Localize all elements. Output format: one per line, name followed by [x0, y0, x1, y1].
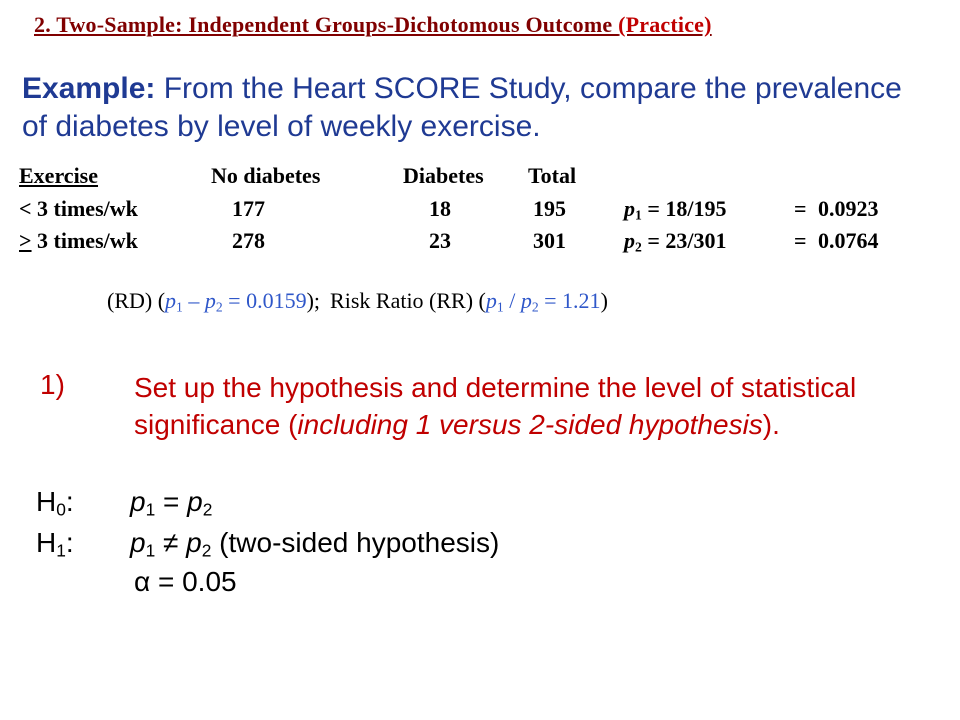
row1-diabetes: 18 [429, 196, 451, 221]
rr-value: = 1.21 [538, 288, 601, 313]
row2-equals: = [794, 228, 807, 253]
h1-operator: ≠ [155, 527, 187, 558]
h1-p1-subscript: 1 [145, 540, 156, 561]
row2-total: 301 [533, 228, 566, 253]
h1-subscript: 1 [56, 540, 66, 561]
rr-p2-symbol: p [520, 288, 532, 313]
row2-no-diabetes: 278 [232, 228, 265, 253]
title-main: 2. Two-Sample: Independent Groups-Dichotomous Outcome [34, 12, 619, 37]
h1-label [36, 527, 74, 559]
row1-equals: = [794, 196, 807, 221]
rd-p1-subscript: 1 [176, 299, 183, 315]
rr-expression [486, 288, 601, 313]
rr-p1-subscript: 1 [496, 299, 504, 315]
header-diabetes: Diabetes [403, 163, 484, 188]
rd-value: = 0.0159 [222, 288, 307, 313]
row2-exercise [19, 228, 138, 254]
example-text: From the Heart SCORE Study, compare the prevalence of diabetes by level of weekly exercise. [22, 72, 902, 143]
row1-exercise [19, 196, 138, 222]
rd-expression [165, 288, 307, 313]
h1-p2-subscript: 2 [201, 540, 212, 561]
row2-exercise-text: 3 times/wk [31, 228, 138, 253]
rr-p2-subscript: 2 [531, 299, 539, 315]
title-practice: (Practice) [618, 12, 712, 37]
example-lead: Example: [22, 72, 156, 105]
h1-colon: : [65, 527, 74, 558]
step-number: 1) [40, 369, 65, 400]
rd-p1-symbol: p [165, 288, 177, 313]
h0-p2-subscript: 2 [202, 499, 213, 520]
h0-letter: H [36, 486, 57, 517]
rr-open: Risk Ratio (RR) ( [330, 288, 486, 313]
h1-letter: H [36, 527, 57, 558]
h1-tail: (two-sided hypothesis) [211, 527, 500, 558]
row2-p-value: 0.0764 [818, 228, 879, 253]
row2-p-symbol: p [624, 228, 635, 253]
example-paragraph [22, 70, 932, 146]
h1-p1-symbol: p [130, 527, 146, 558]
row1-p-expression: = 18/195 [641, 196, 727, 221]
step-text-a: Set up the hypothesis and determine the level of statistical significance ( [134, 372, 857, 440]
rr-close: ) [600, 288, 608, 313]
h0-statement [130, 486, 212, 518]
row2-symbol: > [19, 228, 32, 253]
h0-p2-symbol: p [187, 486, 203, 517]
row1-p-value: 0.0923 [818, 196, 879, 221]
row1-exercise-text: 3 times/wk [31, 196, 138, 221]
header-total: Total [528, 163, 577, 188]
step-text-b: ). [762, 409, 780, 440]
h0-subscript: 0 [56, 499, 66, 520]
rd-minus: – [182, 288, 205, 313]
step-text [134, 369, 934, 443]
row2-p-expression: = 23/301 [641, 228, 727, 253]
rd-close: ); [306, 288, 321, 313]
row2-p-subscript: 2 [635, 239, 642, 255]
h1-statement [130, 527, 499, 559]
rr-p1-symbol: p [485, 288, 497, 313]
h1-p2-symbol: p [186, 527, 202, 558]
row2-proportion [624, 228, 726, 254]
h0-colon: : [65, 486, 74, 517]
row1-p-subscript: 1 [635, 207, 642, 223]
h0-label [36, 486, 74, 518]
rr-divide: / [503, 288, 521, 313]
rd-open: (RD) ( [107, 288, 166, 313]
rd-rr-line [107, 288, 608, 314]
row2-diabetes: 23 [429, 228, 451, 253]
alpha-level: α = 0.05 [134, 566, 237, 597]
rd-p2-subscript: 2 [215, 299, 223, 315]
h0-operator: = [155, 486, 188, 517]
row1-p-symbol: p [624, 196, 635, 221]
row1-symbol: < [19, 196, 32, 221]
h0-p1-symbol: p [130, 486, 146, 517]
step-text-italic: including 1 versus 2-sided hypothesis [297, 409, 763, 440]
header-exercise: Exercise [19, 163, 99, 188]
row1-proportion [624, 196, 726, 222]
header-no-diabetes: No diabetes [211, 163, 321, 188]
row1-total: 195 [533, 196, 566, 221]
row1-no-diabetes: 177 [232, 196, 265, 221]
h0-p1-subscript: 1 [145, 499, 156, 520]
rd-p2-symbol: p [204, 288, 216, 313]
page-title [34, 12, 712, 38]
